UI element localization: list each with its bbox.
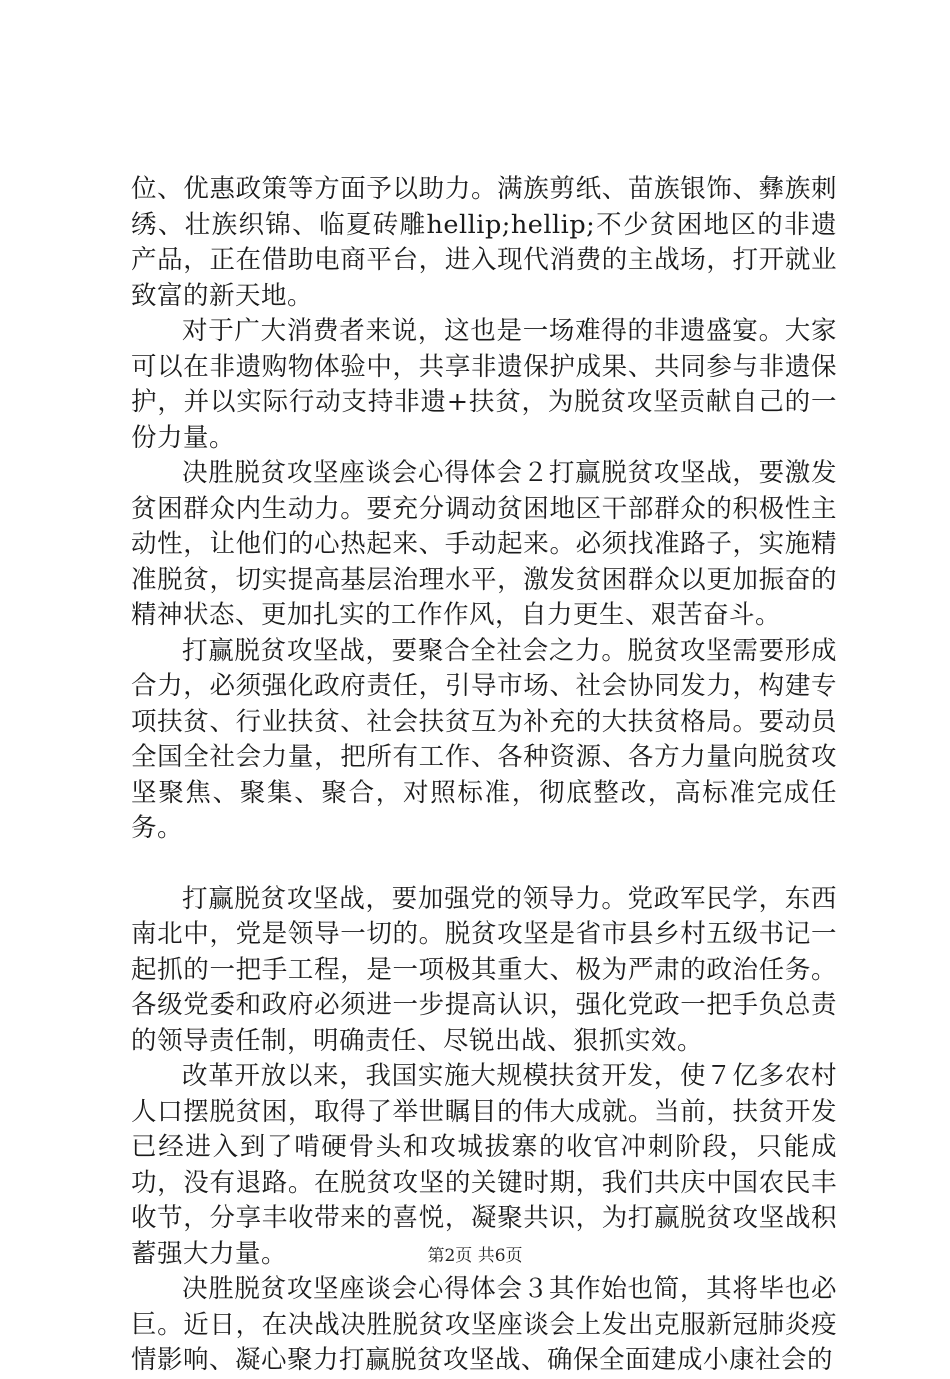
paragraph: 打赢脱贫攻坚战，要聚合全社会之力。脱贫攻坚需要形成合力，必须强化政府责任，引导市场、社会协同发力，构建专项扶贫、行业扶贫、社会扶贫互为补充的大扶贫格局。要动员全国全社会力量，把所有工作、各种资源、各方力量向脱贫攻坚聚焦、聚集、聚合，对照标准，彻底整改，高标准完成任务。 [131, 635, 837, 843]
paragraph: 改革开放以来，我国实施大规模扶贫开发，使７亿多农村人口摆脱贫困，取得了举世瞩目的伟大成就。当前，扶贫开发已经进入到了啃硬骨头和攻城拔寨的收官冲刺阶段，只能成功，没有退路。在脱贫攻坚的关键时期，我们共庆中国农民丰收节，分享丰收带来的喜悦，凝聚共识，为打赢脱贫攻坚战积蓄强大力量。 [131, 1061, 837, 1269]
page-number-footer: 第2页 共6页 [427, 1246, 523, 1266]
document-body [131, 172, 837, 1379]
paragraph: 对于广大消费者来说，这也是一场难得的非遗盛宴。大家可以在非遗购物体验中，共享非遗保护成果、共同参与非遗保护，并以实际行动支持非遗+扶贫，为脱贫攻坚贡献自己的一份力量。 [131, 316, 837, 453]
paragraph: 决胜脱贫攻坚座谈会心得体会３其作始也简，其将毕也必巨。近日，在决战决胜脱贫攻坚座谈会上发出克服新冠肺炎疫情影响、凝心聚力打赢脱贫攻坚战、确保全面建成小康社会的 [131, 1274, 837, 1375]
paragraph: 打赢脱贫攻坚战，要加强党的领导力。党政军民学，东西南北中，党是领导一切的。脱贫攻坚是省市县乡村五级书记一起抓的一把手工程，是一项极其重大、极为严肃的政治任务。各级党委和政府必须进一步提高认识，强化党政一把手负总责的领导责任制，明确责任、尽锐出战、狠抓实效。 [131, 883, 837, 1056]
paragraph-continued: 位、优惠政策等方面予以助力。满族剪纸、苗族银饰、彝族刺绣、壮族织锦、临夏砖雕hellip;hellip;不少贫困地区的非遗产品，正在借助电商平台，进入现代消费的主战场，打开就业致富的新天地。 [131, 174, 837, 311]
paragraph: 决胜脱贫攻坚座谈会心得体会２打赢脱贫攻坚战，要激发贫困群众内生动力。要充分调动贫困地区干部群众的积极性主动性，让他们的心热起来、手动起来。必须找准路子，实施精准脱贫，切实提高基层治理水平，激发贫困群众以更加振奋的精神状态、更加扎实的工作作风，自力更生、艰苦奋斗。 [131, 458, 837, 630]
